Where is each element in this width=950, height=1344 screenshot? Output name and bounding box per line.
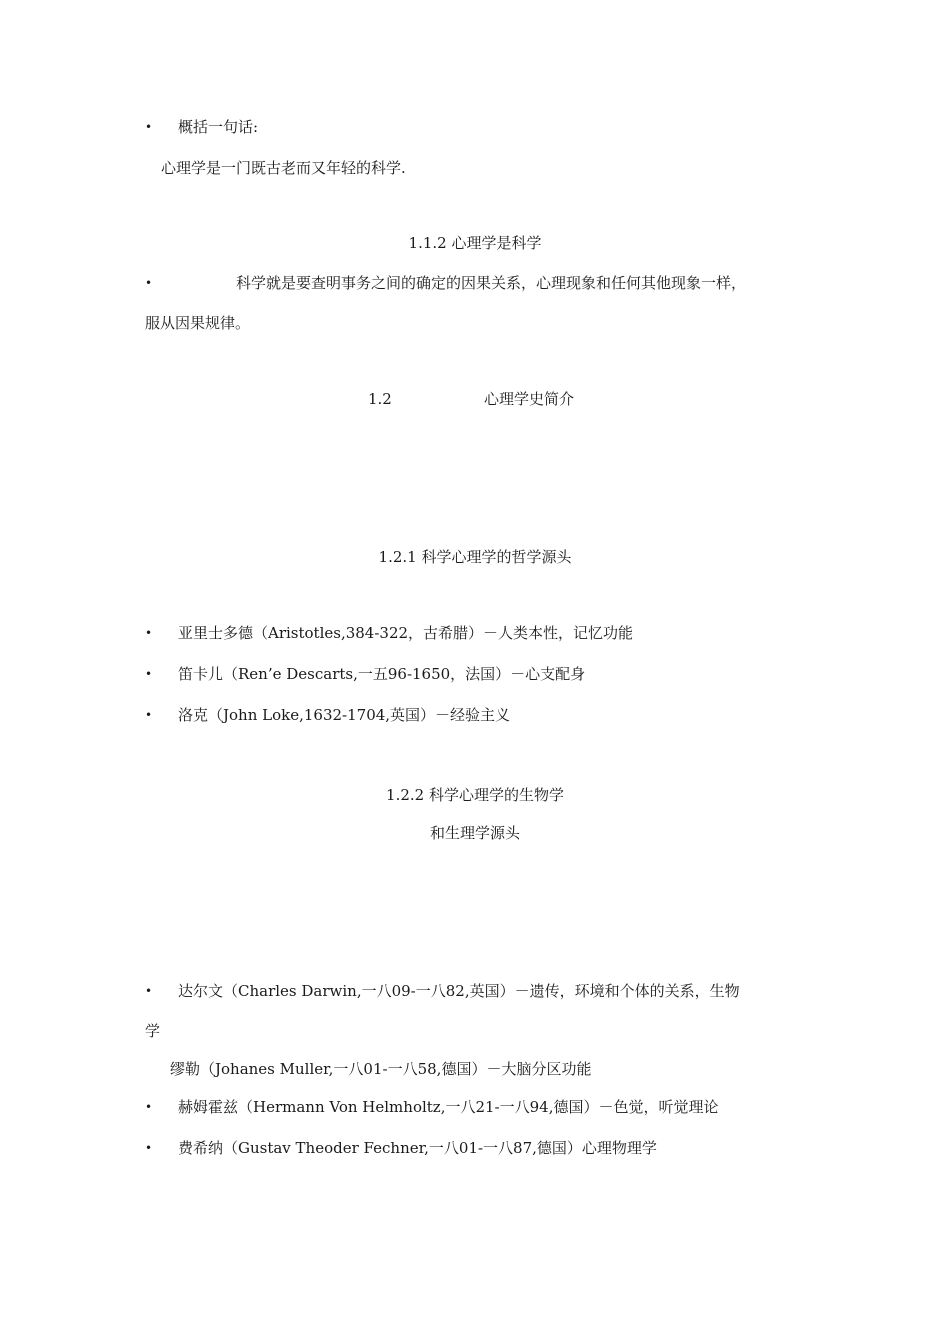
list-item-darwin-line2: 学 bbox=[145, 1022, 161, 1040]
heading-1-1-2: 1.1.2 心理学是科学 bbox=[408, 234, 542, 252]
bullet-icon: • bbox=[145, 120, 153, 134]
list-item-descartes: 笛卡儿（Ren’e Descarts,一五96-1650，法国）－心支配身 bbox=[178, 665, 586, 683]
bullet-icon: • bbox=[145, 1100, 153, 1114]
heading-1-2-title: 心理学史简介 bbox=[484, 390, 575, 408]
science-paragraph-line1: 科学就是要查明事务之间的确定的因果关系，心理现象和任何其他现象一样， bbox=[236, 274, 747, 292]
heading-1-2-number: 1.2 bbox=[368, 390, 392, 408]
summary-label: 概括一句话: bbox=[178, 118, 259, 136]
bullet-icon: • bbox=[145, 708, 153, 722]
list-item-darwin-line1: 达尔文（Charles Darwin,一八09-一八82,英国）－遗传，环境和个体的关系，生物 bbox=[178, 982, 740, 1000]
list-item-fechner: 费希纳（Gustav Theoder Fechner,一八01-一八87,德国）心理物理学 bbox=[178, 1139, 657, 1157]
list-item-aristotle: 亚里士多德（Aristotles,384-322，古希腊）－人类本性，记忆功能 bbox=[178, 624, 634, 642]
bullet-icon: • bbox=[145, 667, 153, 681]
bullet-icon: • bbox=[145, 276, 153, 290]
heading-1-2-2-line2: 和生理学源头 bbox=[429, 824, 520, 842]
bullet-icon: • bbox=[145, 626, 153, 640]
list-item-muller: 缪勒（Johanes Muller,一八01-一八58,德国）－大脑分区功能 bbox=[170, 1060, 592, 1078]
list-item-locke: 洛克（John Loke,1632-1704,英国）－经验主义 bbox=[178, 706, 511, 724]
bullet-icon: • bbox=[145, 984, 153, 998]
list-item-helmholtz: 赫姆霍兹（Hermann Von Helmholtz,一八21-一八94,德国）－色觉，听觉理论 bbox=[178, 1098, 719, 1116]
summary-text: 心理学是一门既古老而又年轻的科学. bbox=[161, 159, 406, 177]
heading-1-2-1: 1.2.1 科学心理学的哲学源头 bbox=[378, 548, 572, 566]
heading-1-2-2-line1: 1.2.2 科学心理学的生物学 bbox=[386, 786, 564, 804]
bullet-icon: • bbox=[145, 1141, 153, 1155]
science-paragraph-line2: 服从因果规律。 bbox=[145, 314, 251, 332]
